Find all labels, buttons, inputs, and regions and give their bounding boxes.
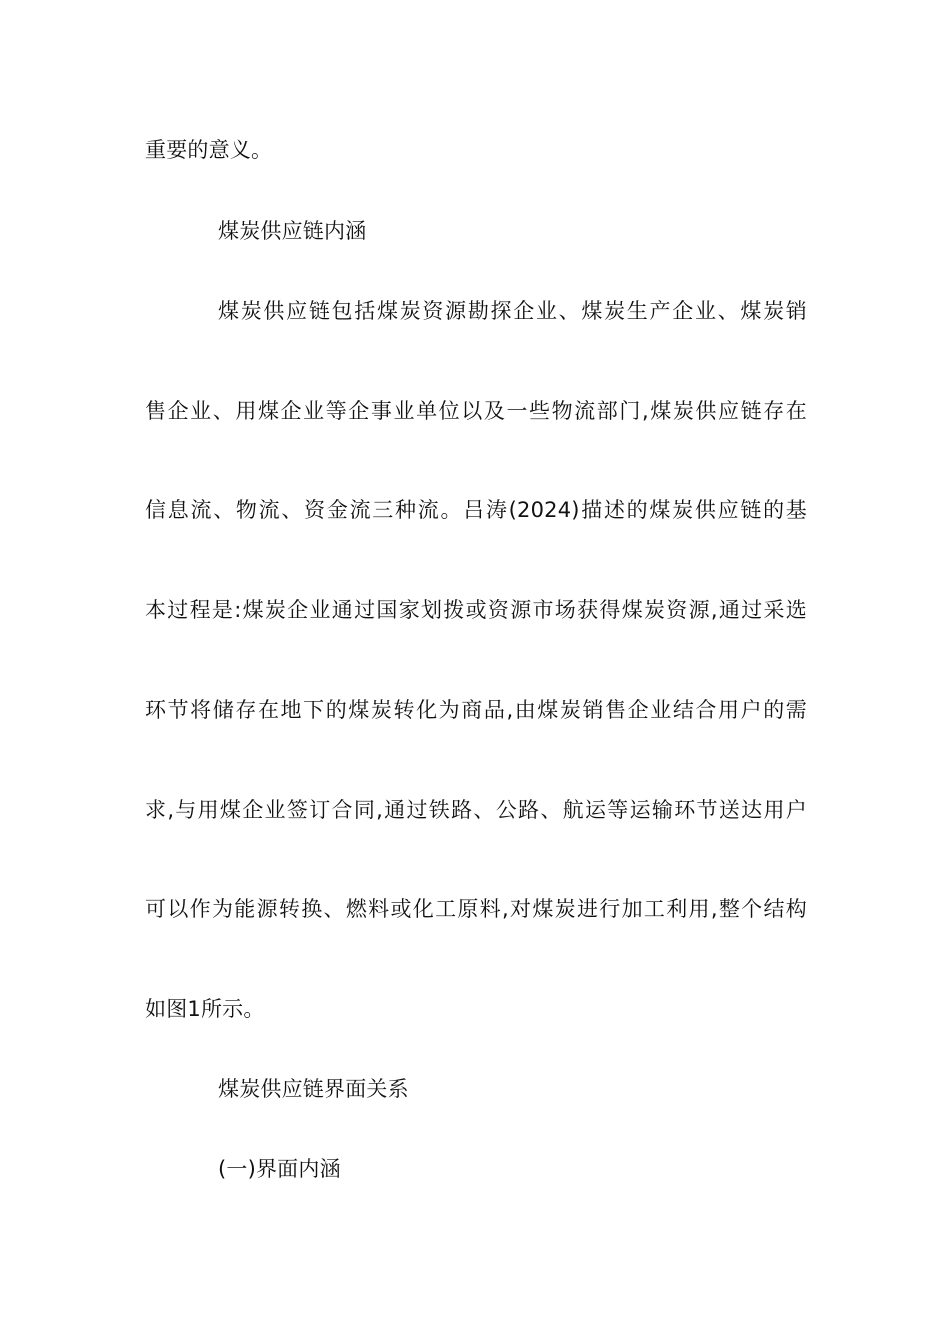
section-heading-coal-supply-chain-connotation: 煤炭供应链内涵	[218, 219, 367, 243]
subsection-heading-interface-connotation: (一)界面内涵	[218, 1157, 341, 1181]
body-text-line: 本过程是:煤炭企业通过国家划拨或资源市场获得煤炭资源,通过采选	[145, 598, 807, 622]
body-text-line: 求,与用煤企业签订合同,通过铁路、公路、航运等运输环节送达用户	[145, 798, 807, 822]
paragraph-closing-line: 重要的意义。	[145, 138, 273, 162]
section-heading-interface-relationship: 煤炭供应链界面关系	[218, 1077, 409, 1101]
body-text-line: 如图1所示。	[145, 997, 265, 1021]
body-text-line: 可以作为能源转换、燃料或化工原料,对煤炭进行加工利用,整个结构	[145, 897, 807, 921]
body-text-line: 煤炭供应链包括煤炭资源勘探企业、煤炭生产企业、煤炭销	[218, 299, 807, 323]
body-text-line: 信息流、物流、资金流三种流。吕涛(2024)描述的煤炭供应链的基	[145, 498, 807, 522]
body-text-line: 售企业、用煤企业等企事业单位以及一些物流部门,煤炭供应链存在	[145, 399, 807, 423]
body-text-line: 环节将储存在地下的煤炭转化为商品,由煤炭销售企业结合用户的需	[145, 698, 807, 722]
